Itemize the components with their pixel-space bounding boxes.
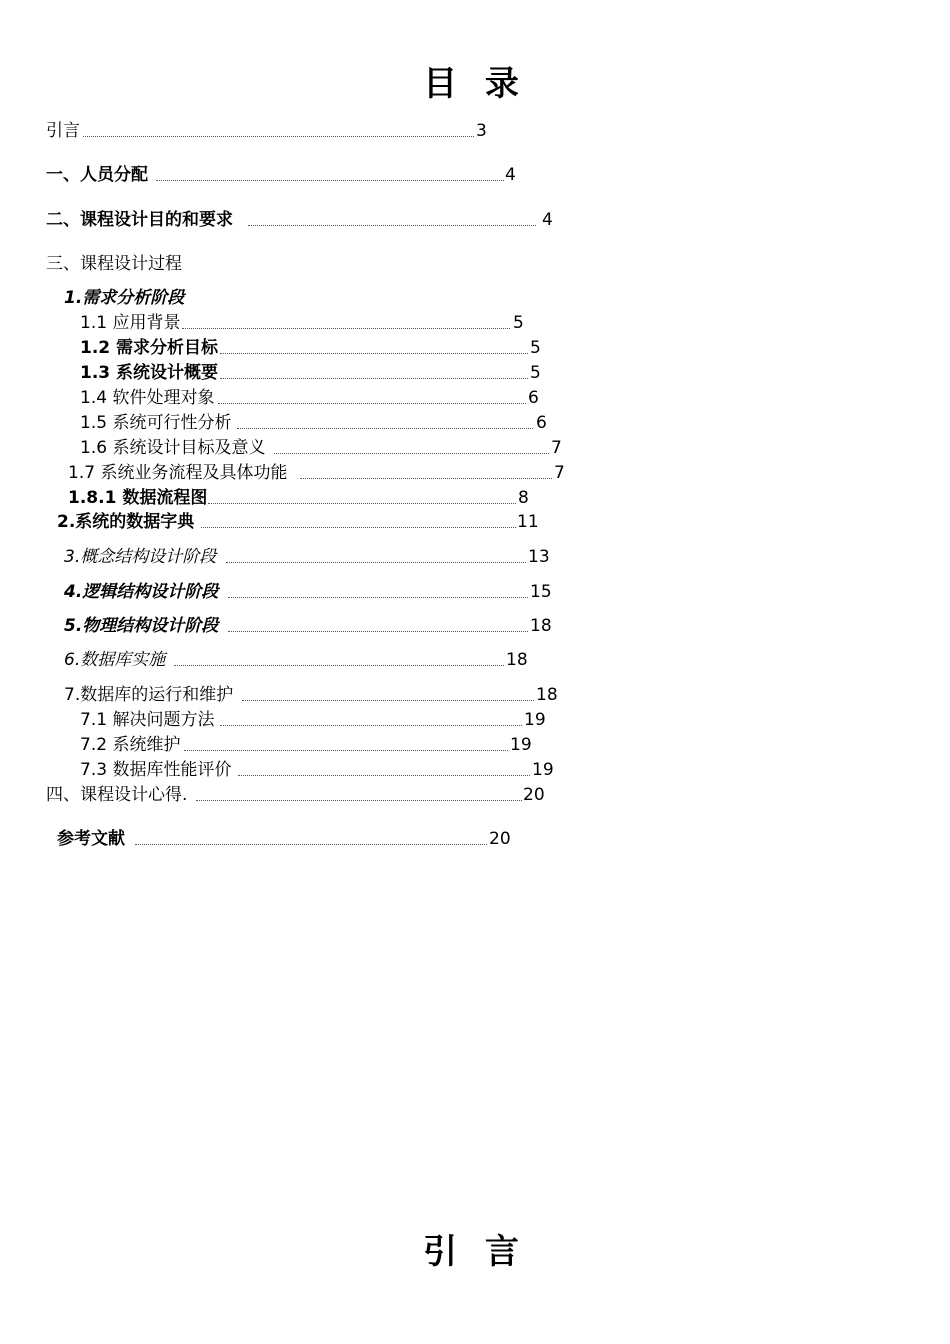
toc-dot-leader — [228, 597, 528, 598]
toc-dot-leader — [228, 631, 528, 632]
toc-page-number: 19 — [510, 735, 532, 755]
toc-entry-operation-maintenance[interactable] — [64, 683, 584, 707]
toc-entry-label: 6.数据库实施 — [64, 650, 166, 670]
toc-entry-label: 1.4 软件处理对象 — [80, 388, 215, 408]
toc-entry-label: 1.2 需求分析目标 — [80, 338, 219, 358]
toc-dot-leader — [135, 844, 487, 845]
toc-dot-leader — [182, 328, 510, 329]
toc-entry-label: 7.3 数据库性能评价 — [80, 760, 232, 780]
toc-entry-label: 1.6 系统设计目标及意义 — [80, 438, 266, 458]
toc-entry-label: 3.概念结构设计阶段 — [64, 547, 217, 567]
toc-entry-label: 四、课程设计心得. — [46, 785, 188, 805]
toc-page-number: 13 — [528, 547, 550, 567]
toc-page-number: 5 — [530, 363, 541, 383]
toc-entry-physical-design[interactable] — [64, 614, 564, 638]
toc-entry-label: 三、课程设计过程 — [46, 254, 182, 274]
toc-entry-1-3[interactable] — [80, 361, 560, 385]
toc-entry-label: 1.8.1 数据流程图 — [68, 488, 208, 508]
toc-entry-label: 2.系统的数据字典 — [57, 512, 195, 532]
toc-entry-label: 5.物理结构设计阶段 — [64, 616, 219, 636]
toc-page-number: 6 — [528, 388, 539, 408]
toc-entry-1-4[interactable] — [80, 386, 560, 410]
toc-page-number: 6 — [536, 413, 547, 433]
toc-entry-label: 参考文献 — [57, 829, 125, 849]
toc-dot-leader — [208, 503, 516, 504]
toc-entry-preface[interactable] — [46, 119, 496, 143]
toc-dot-leader — [242, 700, 534, 701]
toc-dot-leader — [156, 180, 504, 181]
toc-entry-reflections[interactable] — [46, 783, 566, 807]
toc-page-number: 18 — [506, 650, 528, 670]
toc-entry-label: 7.数据库的运行和维护 — [64, 685, 234, 705]
toc-page-number: 5 — [530, 338, 541, 358]
toc-entry-label: 1.3 系统设计概要 — [80, 363, 219, 383]
toc-dot-leader — [300, 478, 552, 479]
toc-dot-leader — [220, 353, 528, 354]
toc-page-number: 15 — [530, 582, 552, 602]
toc-entry-label: 1.1 应用背景 — [80, 313, 181, 333]
toc-entry-label: 7.1 解决问题方法 — [80, 710, 215, 730]
toc-entry-references[interactable] — [57, 827, 537, 851]
toc-entry-label: 7.2 系统维护 — [80, 735, 181, 755]
toc-entry-label: 1.5 系统可行性分析 — [80, 413, 232, 433]
toc-entry-1-8-1[interactable] — [68, 486, 548, 510]
toc-entry-7-1[interactable] — [80, 708, 580, 732]
toc-entry-label: 一、人员分配 — [46, 165, 148, 185]
toc-page-number: 7 — [551, 438, 562, 458]
toc-dot-leader — [248, 225, 536, 226]
toc-entry-purpose[interactable] — [46, 208, 566, 232]
toc-entry-label: 引言 — [46, 121, 80, 141]
toc-page-number: 20 — [489, 829, 511, 849]
toc-entry-label: 1.需求分析阶段 — [64, 288, 185, 308]
toc-entry-process[interactable] — [46, 252, 346, 276]
toc-page-number: 3 — [476, 121, 487, 141]
toc-entry-conceptual-design[interactable] — [64, 545, 564, 569]
toc-page-number: 19 — [524, 710, 546, 730]
toc-dot-leader — [174, 665, 504, 666]
toc-dot-leader — [226, 562, 526, 563]
toc-dot-leader — [218, 403, 526, 404]
toc-page-number: 5 — [513, 313, 524, 333]
toc-page-number: 19 — [532, 760, 554, 780]
toc-entry-1-5[interactable] — [80, 411, 560, 435]
section-title-preface: 引 言 — [423, 1232, 527, 1272]
toc-dot-leader — [196, 800, 522, 801]
toc-dot-leader — [237, 428, 533, 429]
toc-entry-7-2[interactable] — [80, 733, 580, 757]
toc-entry-label: 1.7 系统业务流程及具体功能 — [68, 463, 288, 483]
toc-dot-leader — [184, 750, 508, 751]
toc-dot-leader — [238, 775, 530, 776]
toc-page-number: 7 — [554, 463, 565, 483]
toc-entry-1-2[interactable] — [80, 336, 560, 360]
toc-entry-1-6[interactable] — [80, 436, 580, 460]
toc-page-number: 20 — [523, 785, 545, 805]
toc-page-number: 4 — [542, 210, 553, 230]
toc-dot-leader — [220, 378, 528, 379]
toc-entry-1-7[interactable] — [68, 461, 588, 485]
toc-entry-staffing[interactable] — [46, 163, 526, 187]
toc-page-number: 11 — [517, 512, 539, 532]
toc-page-number: 4 — [505, 165, 516, 185]
toc-page-number: 18 — [536, 685, 558, 705]
toc-dot-leader — [201, 527, 516, 528]
toc-dot-leader — [274, 453, 549, 454]
toc-page-number: 18 — [530, 616, 552, 636]
toc-entry-logical-design[interactable] — [64, 580, 564, 604]
toc-entry-requirements-phase[interactable] — [64, 286, 364, 310]
toc-entry-7-3[interactable] — [80, 758, 580, 782]
toc-page-number: 8 — [518, 488, 529, 508]
toc-title: 目 录 — [423, 64, 527, 104]
toc-entry-label: 4.逻辑结构设计阶段 — [64, 582, 219, 602]
toc-entry-data-dictionary[interactable] — [57, 510, 557, 534]
toc-entry-implementation[interactable] — [64, 648, 564, 672]
toc-entry-label: 二、课程设计目的和要求 — [46, 210, 233, 230]
toc-dot-leader — [220, 725, 522, 726]
toc-entry-1-1[interactable] — [80, 311, 540, 335]
toc-dot-leader — [83, 136, 474, 137]
